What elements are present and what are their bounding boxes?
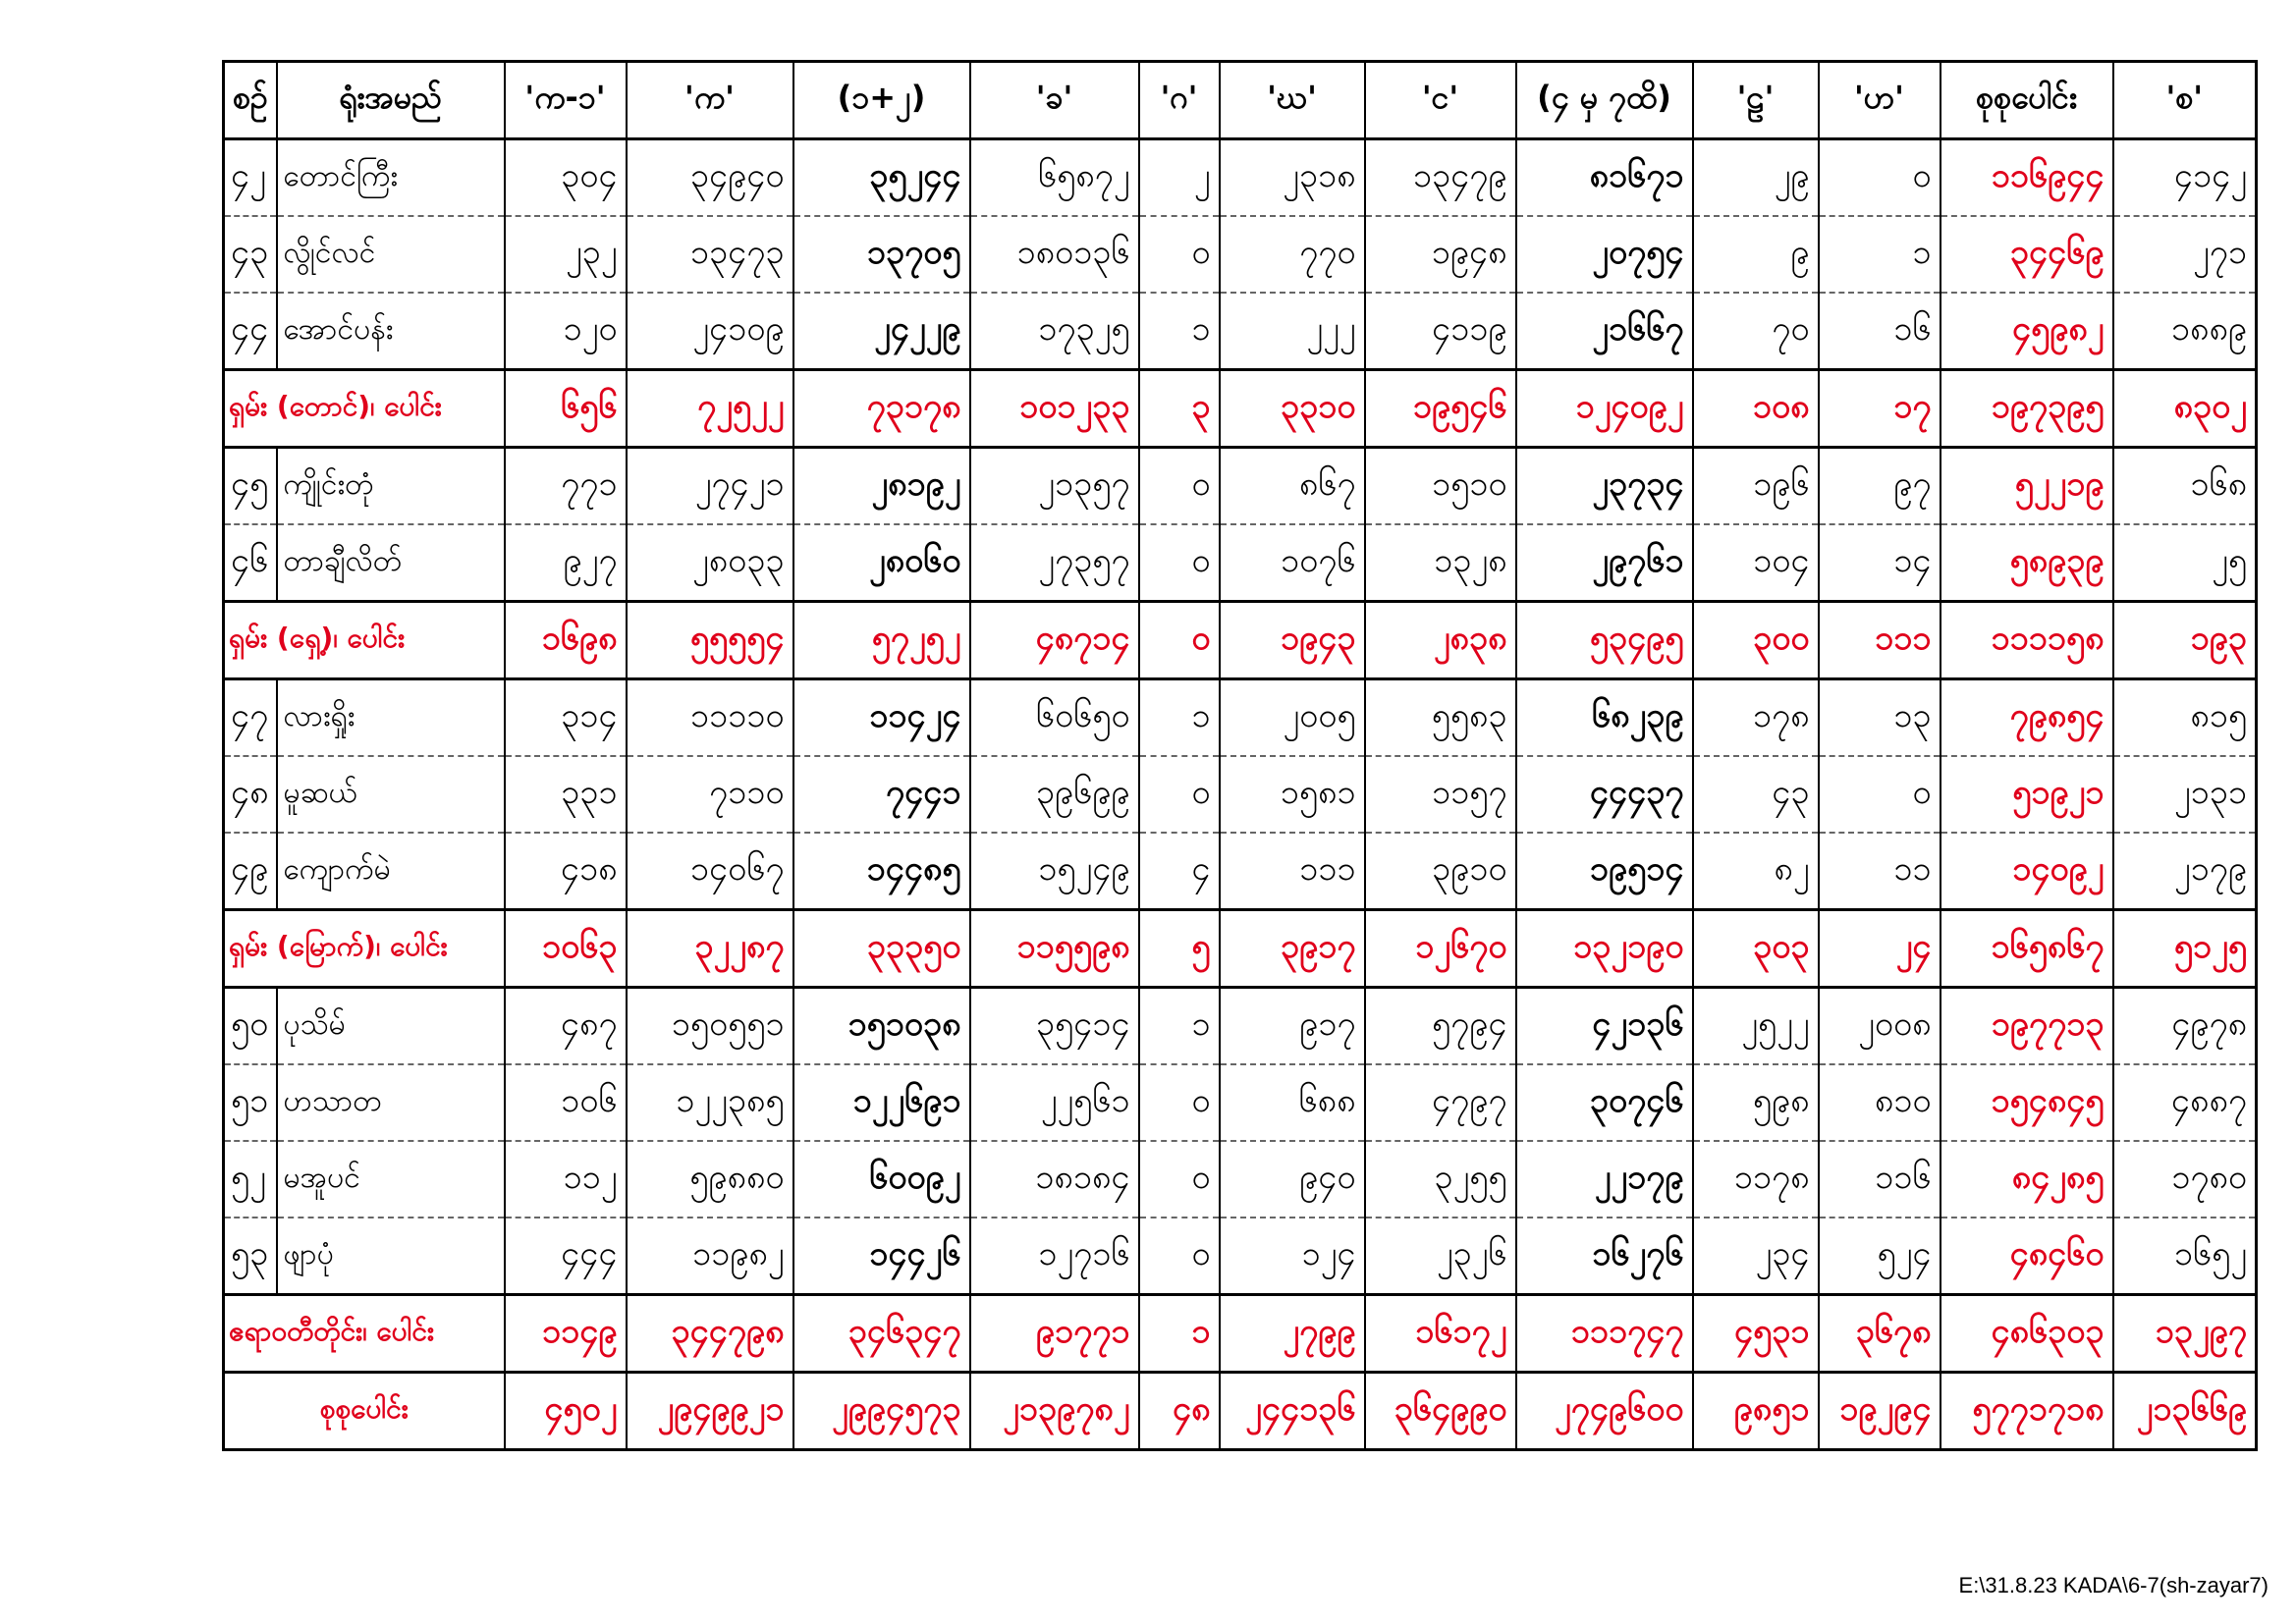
value-cell: ၃၂၂၈၇ [627, 910, 793, 988]
office-name: လွိုင်လင် [277, 216, 505, 293]
value-cell: ၁၆၈ [2113, 448, 2257, 525]
value-cell: ၄၁၈ [505, 833, 627, 910]
value-cell: ၁၂၄ [1220, 1218, 1365, 1295]
value-cell: ၂၇၄၉၆၀၀ [1516, 1373, 1693, 1450]
value-cell: ၆၀၆၅၀ [970, 679, 1139, 757]
value-cell: ၁၅၁၀ [1365, 448, 1516, 525]
value-cell: ၃ [1139, 370, 1220, 448]
value-cell: ၂၀၀၅ [1220, 679, 1365, 757]
value-cell: ၂၀၇၅၄ [1516, 216, 1693, 293]
header-col-ha: 'ဟ' [1819, 62, 1941, 139]
table-row [224, 1141, 2257, 1218]
value-cell: ၂၉၇၆၁ [1516, 524, 1693, 602]
value-cell: ၁၄၀၉၂ [1941, 833, 2113, 910]
value-cell: ၁ [1819, 216, 1941, 293]
value-cell: ၅၉၈ [1693, 1064, 1819, 1141]
value-cell: ၁၅၀၅၅၁ [627, 988, 793, 1065]
value-cell: ၈၂ [1693, 833, 1819, 910]
value-cell: ၃၉၁၀ [1365, 833, 1516, 910]
serial-number: ၅၂ [224, 1141, 277, 1218]
value-cell: ၁၇၈၀ [2113, 1141, 2257, 1218]
value-cell: ၁၃၇၀၅ [793, 216, 970, 293]
value-cell: ၁၆၅၂ [2113, 1218, 2257, 1295]
value-cell: ၄၈၈၇ [2113, 1064, 2257, 1141]
value-cell: ၇၁၁၀ [627, 756, 793, 833]
table-row [224, 216, 2257, 293]
value-cell: ၅၅၈၃ [1365, 679, 1516, 757]
value-cell: ၄၈၄၆၀ [1941, 1218, 2113, 1295]
value-cell: ၁၇၈ [1693, 679, 1819, 757]
header-office-name: ရုံးအမည် [277, 62, 505, 139]
office-name: တာချီလိတ် [277, 524, 505, 602]
value-cell: ၅၃၄၉၅ [1516, 602, 1693, 679]
value-cell: ၁၁၁၁၀ [627, 679, 793, 757]
value-cell: ၁၁၆၉၄၄ [1941, 139, 2113, 217]
value-cell: ၁၆၉၈ [505, 602, 627, 679]
header-col-total: စုစုပေါင်း [1941, 62, 2113, 139]
value-cell: ၇၇၀ [1220, 216, 1365, 293]
value-cell: ၅၇၉၄ [1365, 988, 1516, 1065]
serial-number: ၄၇ [224, 679, 277, 757]
value-cell: ၅၂၄ [1819, 1218, 1941, 1295]
header-col-gha: 'ဃ' [1220, 62, 1365, 139]
value-cell: ၁၄၀၆၇ [627, 833, 793, 910]
value-cell: ၅၇၂၅၂ [793, 602, 970, 679]
statistics-table [222, 60, 2258, 1451]
value-cell: ၂၈၁၉၂ [793, 448, 970, 525]
value-cell: ၃၀၄ [505, 139, 627, 217]
serial-number: ၅၃ [224, 1218, 277, 1295]
value-cell: ၁၆၁၇၂ [1365, 1295, 1516, 1373]
value-cell: ၂၄၁၀၉ [627, 293, 793, 370]
value-cell: ၁၉၅၄၆ [1365, 370, 1516, 448]
value-cell: ၁၂၆၇၀ [1365, 910, 1516, 988]
value-cell: ၁၂၂၃၈၅ [627, 1064, 793, 1141]
value-cell: ၁၁၁၁၅၈ [1941, 602, 2113, 679]
value-cell: ၃၄၄၆၉ [1941, 216, 2113, 293]
table-row [224, 833, 2257, 910]
value-cell: ၀ [1139, 602, 1220, 679]
value-cell: ၈၄၂၈၅ [1941, 1141, 2113, 1218]
serial-number: ၄၅ [224, 448, 277, 525]
value-cell: ၄၈၆၃၀၃ [1941, 1295, 2113, 1373]
header-col-ga: 'ဂ' [1139, 62, 1220, 139]
value-cell: ၇၂၅၂၂ [627, 370, 793, 448]
value-cell: ၁၉၄၃ [1220, 602, 1365, 679]
value-cell: ၈၁၀ [1819, 1064, 1941, 1141]
value-cell: ၃၆၇၈ [1819, 1295, 1941, 1373]
value-cell: ၆၅၆ [505, 370, 627, 448]
value-cell: ၅၉၈၈၀ [627, 1141, 793, 1218]
value-cell: ၂၀၀၈ [1819, 988, 1941, 1065]
serial-number: ၄၉ [224, 833, 277, 910]
value-cell: ၂၉၄၉၉၂၁ [627, 1373, 793, 1450]
value-cell: ၂၄၂၂၉ [793, 293, 970, 370]
value-cell: ၂၄၄၁၃၆ [1220, 1373, 1365, 1450]
value-cell: ၄၅၀၂ [505, 1373, 627, 1450]
value-cell: ၀ [1139, 1064, 1220, 1141]
value-cell: ၁၉၂၉၄ [1819, 1373, 1941, 1450]
table-row [224, 139, 2257, 217]
value-cell: ၃၃၁ [505, 756, 627, 833]
value-cell: ၀ [1139, 448, 1220, 525]
office-name: အောင်ပန်း [277, 293, 505, 370]
value-cell: ၀ [1139, 524, 1220, 602]
value-cell: ၅၇၇၁၇၁၈ [1941, 1373, 2113, 1450]
value-cell: ၁၀၆ [505, 1064, 627, 1141]
serial-number: ၄၃ [224, 216, 277, 293]
value-cell: ၈၁၆၇၁ [1516, 139, 1693, 217]
value-cell: ၂၄ [1819, 910, 1941, 988]
value-cell: ၁၁၆ [1819, 1141, 1941, 1218]
value-cell: ၁၉၇၃၉၅ [1941, 370, 2113, 448]
value-cell: ၁၈၀၁၃၆ [970, 216, 1139, 293]
table-body [224, 139, 2257, 1450]
value-cell: ၁၁၁ [1220, 833, 1365, 910]
value-cell: ၅၁၉၂၁ [1941, 756, 2113, 833]
footer-file-path: E:\31.8.23 KADA\6-7(sh-zayar7) [1958, 1573, 2269, 1597]
value-cell: ၉၁၇ [1220, 988, 1365, 1065]
value-cell: ၃၂၅၅ [1365, 1141, 1516, 1218]
value-cell: ၆၅၈၇၂ [970, 139, 1139, 217]
table-row [224, 1218, 2257, 1295]
subtotal-label: ဧရာဝတီတိုင်း၊ ပေါင်း [224, 1295, 505, 1373]
value-cell: ၂၇၄၂၁ [627, 448, 793, 525]
value-cell: ၀ [1139, 216, 1220, 293]
header-col-sa: 'စ' [2113, 62, 2257, 139]
value-cell: ၁၆၂၇၆ [1516, 1218, 1693, 1295]
value-cell: ၄၅၉၈၂ [1941, 293, 2113, 370]
value-cell: ၃၀၃ [1693, 910, 1819, 988]
value-cell: ၁၀၁၂၃၃ [970, 370, 1139, 448]
value-cell: ၉၇ [1819, 448, 1941, 525]
value-cell: ၁၆၅၈၆၇ [1941, 910, 2113, 988]
value-cell: ၉၂၇ [505, 524, 627, 602]
value-cell: ၁၉၅၁၄ [1516, 833, 1693, 910]
value-cell: ၁၄၄၂၆ [793, 1218, 970, 1295]
value-cell: ၁ [1139, 1295, 1220, 1373]
value-cell: ၃၄၆၃၄၇ [793, 1295, 970, 1373]
value-cell: ၂၃၇၃၄ [1516, 448, 1693, 525]
value-cell: ၁၃၂၈ [1365, 524, 1516, 602]
subtotal-label: ရှမ်း (ရှေ့)၊ ပေါင်း [224, 602, 505, 679]
value-cell: ၃၄၄၇၉၈ [627, 1295, 793, 1373]
value-cell: ၁၄ [1819, 524, 1941, 602]
value-cell: ၃၀၇၄၆ [1516, 1064, 1693, 1141]
header-col-lla: 'ဠ' [1693, 62, 1819, 139]
value-cell: ၂၁၆၆၇ [1516, 293, 1693, 370]
value-cell: ၂၈၃၈ [1365, 602, 1516, 679]
header-col-kha: 'ခ' [970, 62, 1139, 139]
value-cell: ၃၄၉၄၀ [627, 139, 793, 217]
value-cell: ၄ [1139, 833, 1220, 910]
value-cell: ၅၂၂၁၉ [1941, 448, 2113, 525]
serial-number: ၅၁ [224, 1064, 277, 1141]
value-cell: ၄၅၃၁ [1693, 1295, 1819, 1373]
value-cell: ၀ [1139, 1141, 1220, 1218]
value-cell: ၃၆၄၉၉၀ [1365, 1373, 1516, 1450]
value-cell: ၈၃၀၂ [2113, 370, 2257, 448]
value-cell: ၃၉၁၇ [1220, 910, 1365, 988]
value-cell: ၁၅၂၄၉ [970, 833, 1139, 910]
value-cell: ၂၇၉၉ [1220, 1295, 1365, 1373]
value-cell: ၂၅ [2113, 524, 2257, 602]
value-cell: ၂၅၂၂ [1693, 988, 1819, 1065]
header-row [224, 62, 2257, 139]
value-cell: ၁၇၃၂၅ [970, 293, 1139, 370]
value-cell: ၁၂၂၆၉၁ [793, 1064, 970, 1141]
value-cell: ၃၅၂၄၄ [793, 139, 970, 217]
header-col-ka: 'က' [627, 62, 793, 139]
value-cell: ၂၈၀၃၃ [627, 524, 793, 602]
value-cell: ၃၉၆၉၉ [970, 756, 1139, 833]
value-cell: ၂၇၃၅၇ [970, 524, 1139, 602]
value-cell: ၁၁ [1819, 833, 1941, 910]
value-cell: ၁၁၁၇၄၇ [1516, 1295, 1693, 1373]
value-cell: ၅၁၂၅ [2113, 910, 2257, 988]
value-cell: ၃၀၀ [1693, 602, 1819, 679]
table-row [224, 1064, 2257, 1141]
office-name: ဖျာပုံ [277, 1218, 505, 1295]
value-cell: ၁၄၄၈၅ [793, 833, 970, 910]
value-cell: ၁၁၁ [1819, 602, 1941, 679]
value-cell: ၂၈၀၆၀ [793, 524, 970, 602]
value-cell: ၀ [1139, 756, 1220, 833]
value-cell: ၁၁၂ [505, 1141, 627, 1218]
subtotal-row [224, 370, 2257, 448]
value-cell: ၅ [1139, 910, 1220, 988]
value-cell: ၂၁၇၉ [2113, 833, 2257, 910]
value-cell: ၉၄၀ [1220, 1141, 1365, 1218]
value-cell: ၀ [1819, 756, 1941, 833]
value-cell: ၁၂၄၀၉၂ [1516, 370, 1693, 448]
table-row [224, 756, 2257, 833]
value-cell: ၉၈၅၁ [1693, 1373, 1819, 1450]
subtotal-row [224, 1295, 2257, 1373]
table-row [224, 448, 2257, 525]
office-name: မအူပင် [277, 1141, 505, 1218]
value-cell: ၇၇၁ [505, 448, 627, 525]
value-cell: ၇၀ [1693, 293, 1819, 370]
serial-number: ၄၄ [224, 293, 277, 370]
serial-number: ၄၈ [224, 756, 277, 833]
value-cell: ၁၈၈၉ [2113, 293, 2257, 370]
value-cell: ၁ [1139, 293, 1220, 370]
value-cell: ၇၄၄၁ [793, 756, 970, 833]
value-cell: ၁၇ [1819, 370, 1941, 448]
value-cell: ၆၈၈ [1220, 1064, 1365, 1141]
value-cell: ၂၃၁၈ [1220, 139, 1365, 217]
value-cell: ၁၀၄ [1693, 524, 1819, 602]
value-cell: ၂၂၅၆၁ [970, 1064, 1139, 1141]
value-cell: ၈၁၅ [2113, 679, 2257, 757]
value-cell: ၁ [1139, 679, 1220, 757]
value-cell: ၄၄၄၃၇ [1516, 756, 1693, 833]
value-cell: ၀ [1819, 139, 1941, 217]
value-cell: ၁၃၂၉၇ [2113, 1295, 2257, 1373]
value-cell: ၁၀၇၆ [1220, 524, 1365, 602]
value-cell: ၁၁၉၈၂ [627, 1218, 793, 1295]
value-cell: ၁၅၈၁ [1220, 756, 1365, 833]
value-cell: ၂၃၂၆ [1365, 1218, 1516, 1295]
value-cell: ၁၃၂၁၉၀ [1516, 910, 1693, 988]
value-cell: ၀ [1139, 1218, 1220, 1295]
office-name: ဟသာတ [277, 1064, 505, 1141]
value-cell: ၁၁၄၂၄ [793, 679, 970, 757]
value-cell: ၁၆ [1819, 293, 1941, 370]
value-cell: ၂၃၂ [505, 216, 627, 293]
header-col-nga: 'င' [1365, 62, 1516, 139]
value-cell: ၄၃ [1693, 756, 1819, 833]
value-cell: ၄၇၉၇ [1365, 1064, 1516, 1141]
value-cell: ၂၉ [1693, 139, 1819, 217]
value-cell: ၁ [1139, 988, 1220, 1065]
grand-total-label: စုစုပေါင်း [224, 1373, 505, 1450]
value-cell: ၄၈ [1139, 1373, 1220, 1450]
subtotal-row [224, 602, 2257, 679]
value-cell: ၂၂၁၇၉ [1516, 1141, 1693, 1218]
value-cell: ၇၉၈၅၄ [1941, 679, 2113, 757]
value-cell: ၄၁၄၂ [2113, 139, 2257, 217]
value-cell: ၂၁၃၆၆၉ [2113, 1373, 2257, 1450]
value-cell: ၁၉၄၈ [1365, 216, 1516, 293]
value-cell: ၁၅၁၀၃၈ [793, 988, 970, 1065]
office-name: ကျောက်မဲ [277, 833, 505, 910]
table-row [224, 679, 2257, 757]
value-cell: ၄၈၇၁၄ [970, 602, 1139, 679]
value-cell: ၁၁၅၅၉၈ [970, 910, 1139, 988]
value-cell: ၁၃ [1819, 679, 1941, 757]
header-col-4-to-7: (၄ မှ ၇ထိ) [1516, 62, 1693, 139]
header-col-ka-1: 'က-၁' [505, 62, 627, 139]
value-cell: ၄၉၇၈ [2113, 988, 2257, 1065]
value-cell: ၁၉၇၇၁၃ [1941, 988, 2113, 1065]
value-cell: ၂၂၂ [1220, 293, 1365, 370]
value-cell: ၁၅၄၈၄၅ [1941, 1064, 2113, 1141]
value-cell: ၁၁၅၇ [1365, 756, 1516, 833]
subtotal-label: ရှမ်း (မြောက်)၊ ပေါင်း [224, 910, 505, 988]
value-cell: ၉ [1693, 216, 1819, 293]
value-cell: ၃၅၄၁၄ [970, 988, 1139, 1065]
value-cell: ၁၁၇၈ [1693, 1141, 1819, 1218]
value-cell: ၁၁၄၉ [505, 1295, 627, 1373]
value-cell: ၁၃၄၇၉ [1365, 139, 1516, 217]
subtotal-label: ရှမ်း (တောင်)၊ ပေါင်း [224, 370, 505, 448]
value-cell: ၃၁၄ [505, 679, 627, 757]
value-cell: ၅၅၅၅၄ [627, 602, 793, 679]
serial-number: ၄၆ [224, 524, 277, 602]
value-cell: ၃၃၁၀ [1220, 370, 1365, 448]
value-cell: ၁၀၈ [1693, 370, 1819, 448]
value-cell: ၄၄၄ [505, 1218, 627, 1295]
value-cell: ၉၁၇၇၁ [970, 1295, 1139, 1373]
subtotal-row [224, 910, 2257, 988]
table-row [224, 524, 2257, 602]
header-serial: စဉ် [224, 62, 277, 139]
office-name: လားရှိုး [277, 679, 505, 757]
value-cell: ၁၉၃ [2113, 602, 2257, 679]
value-cell: ၆၈၂၃၉ [1516, 679, 1693, 757]
value-cell: ၂၇၁ [2113, 216, 2257, 293]
table-row [224, 988, 2257, 1065]
value-cell: ၁၈၁၈၄ [970, 1141, 1139, 1218]
grand-total-row [224, 1373, 2257, 1450]
value-cell: ၆၀၀၉၂ [793, 1141, 970, 1218]
serial-number: ၅၀ [224, 988, 277, 1065]
value-cell: ၂၁၃၁ [2113, 756, 2257, 833]
value-cell: ၁၀၆၃ [505, 910, 627, 988]
table-row [224, 293, 2257, 370]
value-cell: ၁၉၆ [1693, 448, 1819, 525]
value-cell: ၁၂၇၁၆ [970, 1218, 1139, 1295]
office-name: ပုသိမ် [277, 988, 505, 1065]
office-name: ကျိုင်းတုံ [277, 448, 505, 525]
value-cell: ၇၃၁၇၈ [793, 370, 970, 448]
value-cell: ၂၉၉၄၅၇၃ [793, 1373, 970, 1450]
value-cell: ၂၁၃၉၇၈၂ [970, 1373, 1139, 1450]
value-cell: ၂၁၃၅၇ [970, 448, 1139, 525]
value-cell: ၄၂၁၃၆ [1516, 988, 1693, 1065]
value-cell: ၄၁၁၉ [1365, 293, 1516, 370]
serial-number: ၄၂ [224, 139, 277, 217]
value-cell: ၂၃၄ [1693, 1218, 1819, 1295]
value-cell: ၈၆၇ [1220, 448, 1365, 525]
office-name: တောင်ကြီး [277, 139, 505, 217]
value-cell: ၁၂၀ [505, 293, 627, 370]
value-cell: ၄၈၇ [505, 988, 627, 1065]
office-name: မူဆယ် [277, 756, 505, 833]
value-cell: ၅၈၉၃၉ [1941, 524, 2113, 602]
value-cell: ၁၃၄၇၃ [627, 216, 793, 293]
header-col-1-plus-2: (၁+၂) [793, 62, 970, 139]
value-cell: ၃၃၃၅၀ [793, 910, 970, 988]
value-cell: ၂ [1139, 139, 1220, 217]
